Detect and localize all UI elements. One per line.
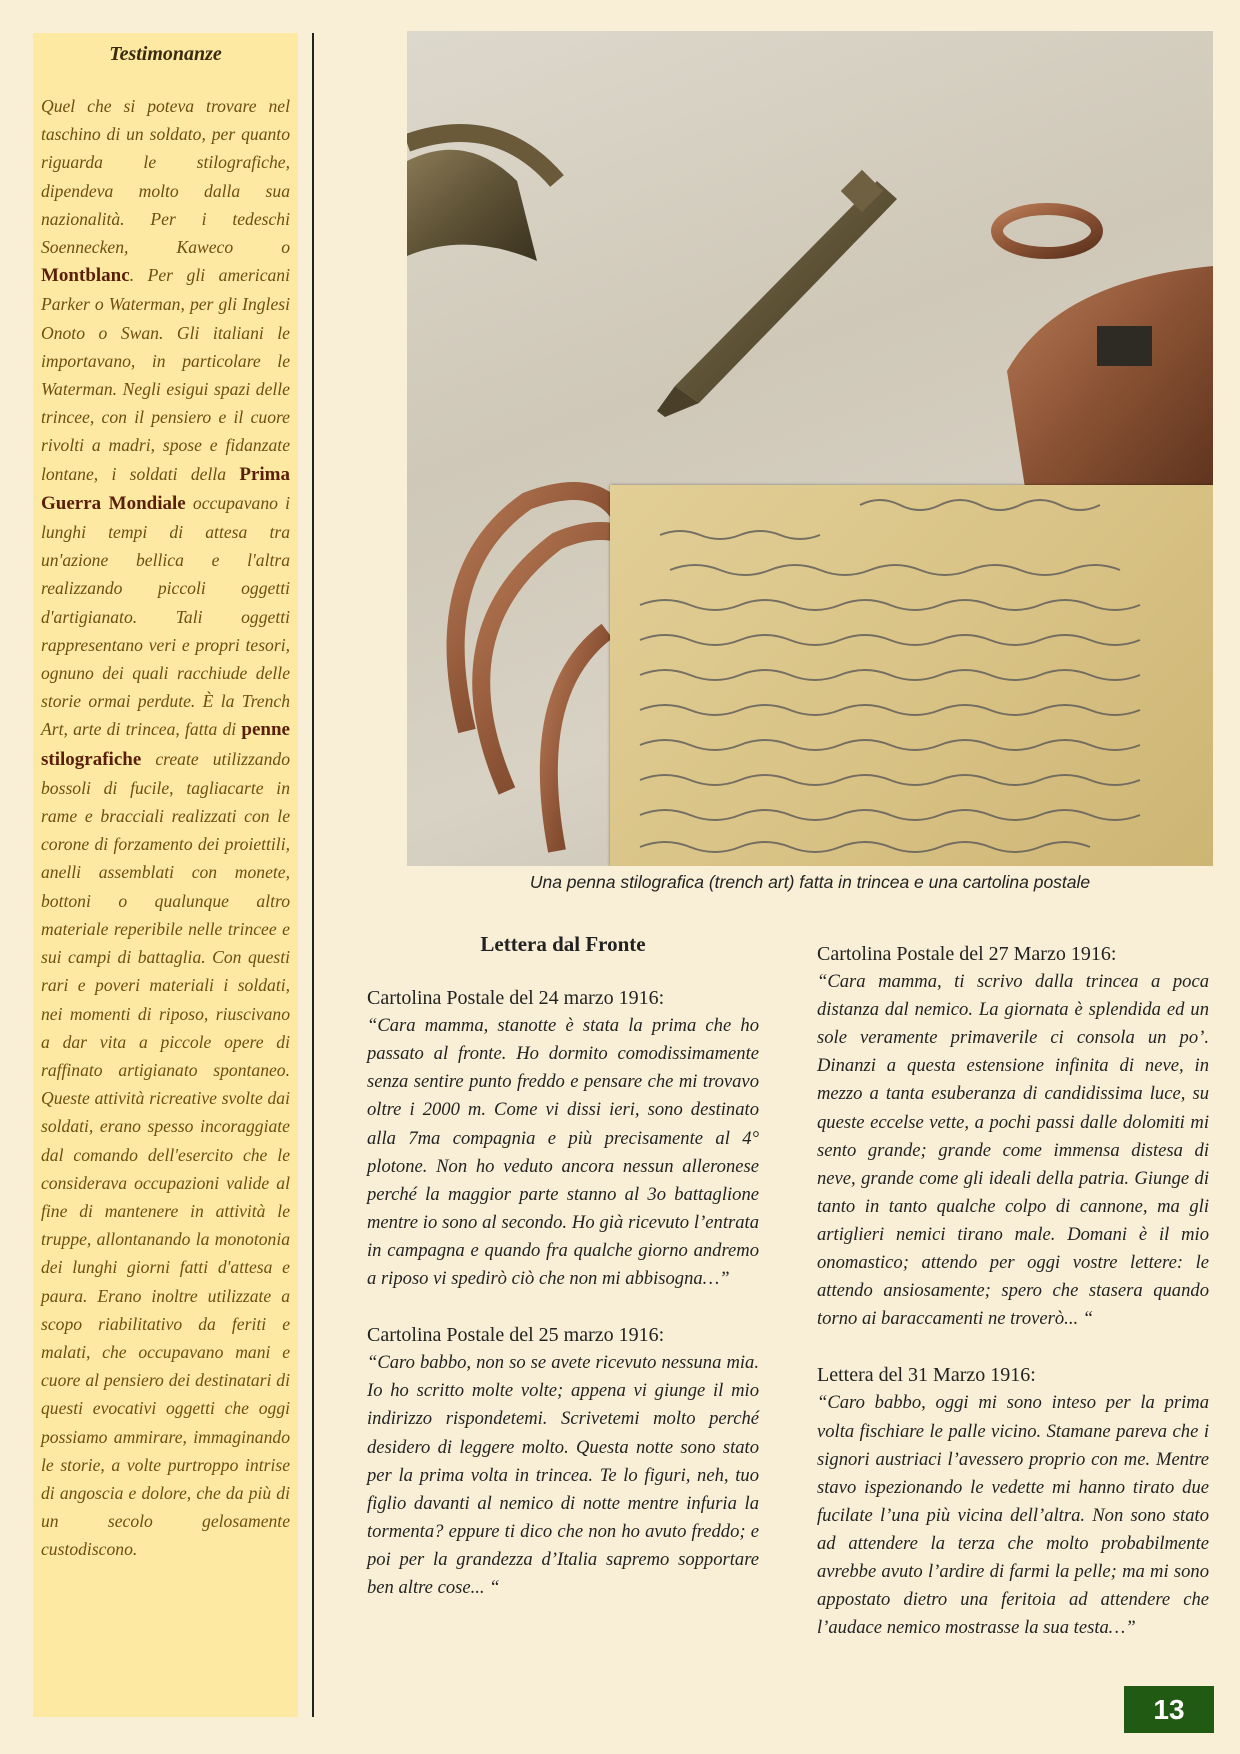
testimonanze-sidebar: [33, 33, 298, 1717]
sidebar-text: [41, 92, 290, 1564]
letter-text: “Caro babbo, oggi mi sono inteso per la prima volta fischiare le palle vicino. Stamane pareva che i signori austriaci l’avessero proprio con me. Mentre stavo ispezionando le vedette mi hanno tirato due fucilate l’una più vicina dell’altra. Non sono stato ad attendere la terza che molto probabilmente avrebbe avuto l’ardire di farmi la pelle; ma mi sono appostato dietro una feritoia ad attendere che l’audace nemico mostrasse la sua testa…”: [817, 1392, 1209, 1639]
letter-heading: Lettera del 31 Marzo 1916:: [817, 1364, 1036, 1387]
letters-column-left: [367, 930, 759, 1630]
bracelet-top-left: [407, 150, 537, 261]
postcard: [610, 485, 1213, 866]
sidebar-title: Testimonanze: [109, 43, 222, 65]
letter-24-marzo: [367, 984, 759, 1293]
postcard-handwriting: [610, 485, 1213, 866]
trench-art-photo: [407, 31, 1213, 866]
bracelet-right: [1007, 266, 1213, 501]
photo-caption: Una penna stilografica (trench art) fatta in trincea e una cartolina postale: [529, 872, 1091, 892]
page-number: 13: [1124, 1686, 1214, 1733]
sidebar-text-4: create utilizzando bossoli di fucile, tagliacarte in rame e bracciali realizzati con le corone di forzamento dei proiettili, anelli assemblati con monete, bottoni o qualunque altro materiale reperibile nelle trincee e sui campi di battaglia. Con questi rari e poveri materiali i soldati, nei momenti di riposo, riuscivano a dar vita a piccole opere di raffinato artigianato spontaneo. Queste attività ricreative svolte dai soldati, erano spesso incoraggiate dal comando dell'esercito che le considerava occupazioni valide al fine di mantenere in attività le truppe, allontanando la monotonia dei lunghi giorni fatti d'attesa e paura. Erano inoltre utilizzate a scopo riabilitativo da feriti e malati, che occupavano mani e cuore al pensiero dei destinatari di questi evocativi oggetti che oggi possiamo ammirare, immaginando le storie, a volte purtroppo intrise di angoscia e dolore, che da più di un secolo gelosamente custodiscono.: [41, 748, 290, 1560]
letter-heading: Cartolina Postale del 24 marzo 1916:: [367, 987, 665, 1010]
fountain-pen: [657, 170, 897, 417]
sidebar-text-1: Quel che si poteva trovare nel taschino di un soldato, per quanto riguarda le stilografiche, dipendeva molto dalla sua nazionalità. Per i tedeschi Soennecken, Kaweco o: [41, 96, 290, 258]
sidebar-highlight-montblanc: Montblanc: [41, 265, 130, 287]
sidebar-text-2: . Per gli americani Parker o Waterman, per gli Inglesi Onoto o Swan. Gli italiani le importavano, in particolare le Waterman. Negli esigui spazi delle trincee, con il pensiero e il cuore rivolti a madri, spose e fidanzate lontane, i soldati della: [41, 265, 290, 484]
letter-25-marzo: [367, 1321, 759, 1602]
letter-text: “Cara mamma, stanotte è stata la prima che ho passato al fronte. Ho dormito comodissimamente senza sentire punto freddo e pensare che mi trovavo oltre i 2000 m. Come vi dissi ieri, sono destinato alla 7ma compagnia e più precisamente al 4° plotone. Non ho veduto ancora nessun alleronese perché la maggior parte stanno al 3o battaglione mentre io sono al secondo. Ho già ricevuto l’entrata in campagna e quando fra qualche giorno andremo a riposo vi spedirò ciò che non mi abbisogna…”: [367, 1015, 759, 1290]
sidebar-text-3: occupavano i lunghi tempi di attesa tra un'azione bellica e l'altra realizzando piccoli oggetti d'artigianato. Tali oggetti rappresentano veri e propri tesori, ognuno dei quali racchiude delle storie ormai perdute. È la Trench Art, arte di trincea, fatta di: [41, 492, 290, 740]
copper-ring: [997, 209, 1097, 253]
letter-text: “Caro babbo, non so se avete ricevuto nessuna mia. Io ho scritto molte volte; appena vi giunge il mio indirizzo rispondetemi. Scrivetemi molto perché desidero di leggere molto. Questa notte sono stato per la prima volta in trincea. Te lo figuri, neh, tuo figlio davanti al nemico di notte mentre infuria la tormenta? eppure ti dico che non ho avuto freddo; e poi per la grandezza d’Italia sapremo sopportare ben altre cose... “: [367, 1352, 759, 1598]
letters-title: Lettera dal Fronte: [480, 932, 646, 956]
sidebar-highlight-guerra: Prima Guerra Mondiale: [41, 463, 290, 514]
letters-column-right: [817, 940, 1209, 1670]
column-divider: [312, 33, 314, 1717]
letter-heading: Cartolina Postale del 25 marzo 1916:: [367, 1324, 665, 1347]
letter-text: “Cara mamma, ti scrivo dalla trincea a poca distanza dal nemico. La giornata è splendida ed un sole veramente primaverile ci consola un po’. Dinanzi a questa estensione infinita di neve, in mezzo a tanta esuberanza di candidissima luce, su queste eccelse vette, a pochi passi dalle dolomiti mi sento grande; grande come immensa distesa di neve, grande come gli ideali della patria. Giunge di tanto in tanto qualche colpo di cannone, ma gli artiglieri nemici tirano male. Domani è il mio onomastico; attendo per oggi vostre lettere: le attendo ansiosamente; spero che stasera quando torno ai baraccamenti ne troverò... “: [817, 971, 1209, 1330]
sidebar-highlight-penne: penne stilografiche: [41, 719, 290, 770]
letter-31-marzo: [817, 1361, 1209, 1642]
letter-27-marzo: [817, 940, 1209, 1333]
letter-heading: Cartolina Postale del 27 Marzo 1916:: [817, 943, 1117, 965]
